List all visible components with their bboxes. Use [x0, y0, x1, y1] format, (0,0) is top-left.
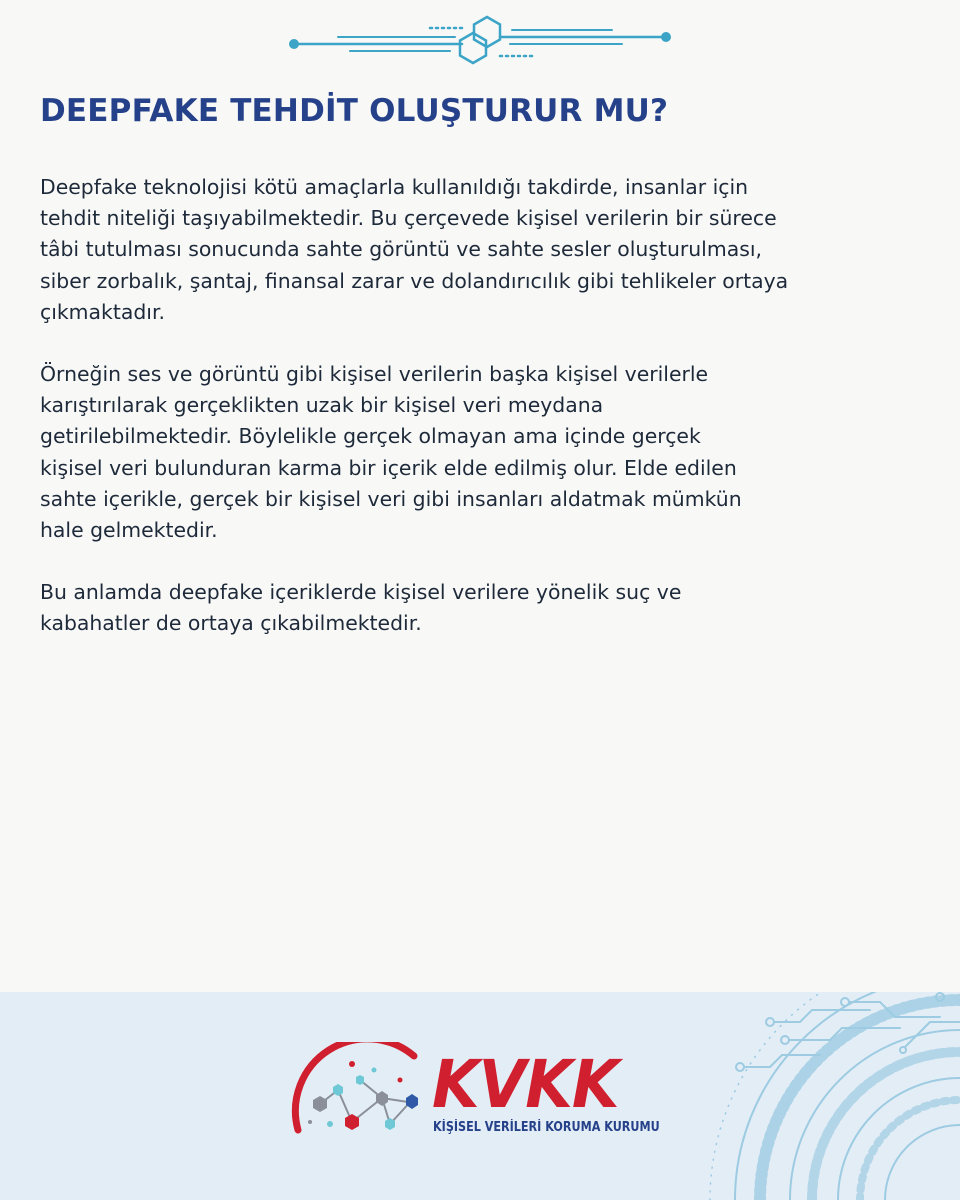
kvkk-network-emblem-icon	[290, 1042, 430, 1142]
paragraph-1: Deepfake teknolojisi kötü amaçlarla kullanıldığı takdirde, insanlar için tehdit niteliği taşıyabilmektedir. Bu çerçevede kişisel verilerin bir sürece tâbi tutulması sonucunda sahte görüntü ve sahte sesler oluşturulması, siber zorbalık, şantaj, finansal zarar ve dolandırıcılık gibi tehlikeler ortaya çıkmaktadır.	[40, 175, 789, 324]
article-body	[40, 172, 940, 671]
logo-wordmark: KVKK	[432, 1046, 619, 1123]
page-title: DEEPFAKE TEHDİT OLUŞTURUR MU?	[40, 93, 669, 129]
footer	[0, 992, 960, 1200]
paragraph-2: Örneğin ses ve görüntü gibi kişisel verilerin başka kişisel verilerle karıştırılarak gerçeklikten uzak bir kişisel veri meydana getirilebilmektedir. Böylelikle gerçek olmayan ama içinde gerçek kişisel veri bulunduran karma bir içerik elde edilmiş olur. Elde edilen sahte içerikle, gerçek bir kişisel veri gibi insanları aldatmak mümkün hale gelmektedir.	[40, 362, 742, 543]
logo-subtitle: KİŞİSEL VERİLERİ KORUMA KURUMU	[433, 1120, 660, 1135]
paragraph-3: Bu anlamda deepfake içeriklerde kişisel verilere yönelik suç ve kabahatler de ortaya çıkabilmektedir.	[40, 580, 682, 636]
hexagon-circuit-ornament-icon	[0, 0, 960, 80]
